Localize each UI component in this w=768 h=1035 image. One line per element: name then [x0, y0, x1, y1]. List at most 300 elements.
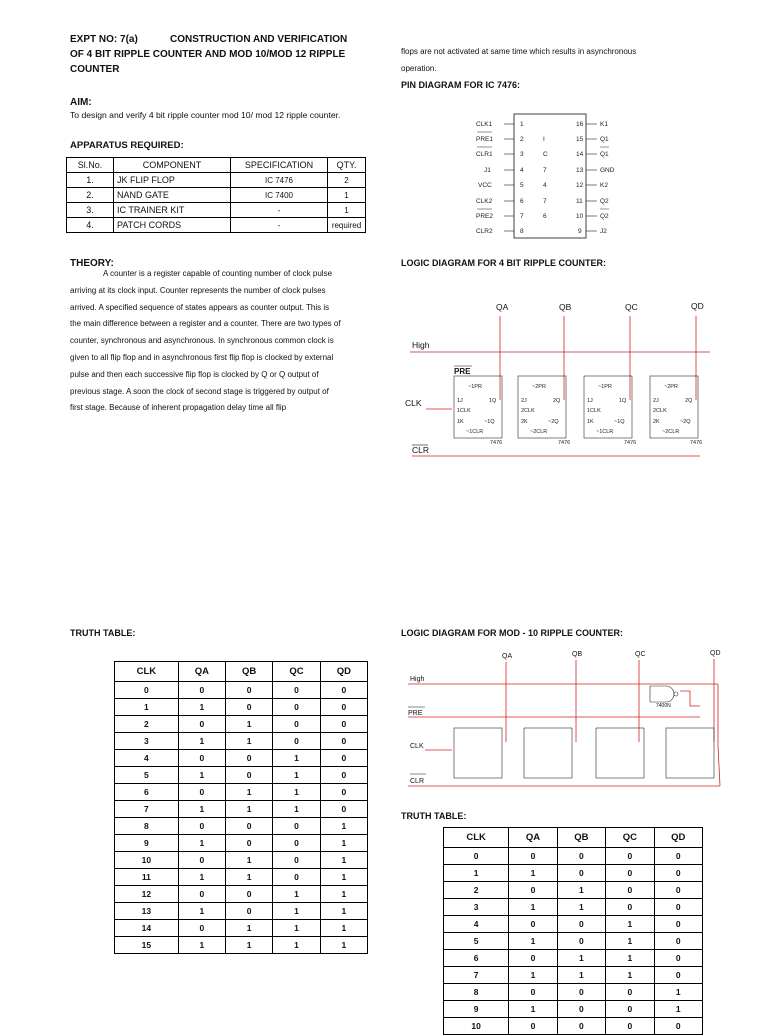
cell: 0: [606, 899, 654, 916]
col-header: QA: [178, 662, 225, 682]
cell: 2.: [67, 188, 114, 203]
cell: 0: [178, 716, 225, 733]
cell: 0: [509, 1018, 557, 1035]
cell: 1: [509, 933, 557, 950]
cell: 0: [226, 767, 273, 784]
cell: 1: [444, 865, 509, 882]
cell: 1: [328, 203, 366, 218]
cell: 0: [273, 835, 320, 852]
clr-label: CLR: [410, 778, 425, 785]
cell: 0: [654, 899, 702, 916]
aim-heading: AIM:: [70, 97, 92, 108]
cell: 1: [178, 699, 225, 716]
table-row: [67, 173, 366, 188]
svg-text:2J: 2J: [653, 398, 659, 404]
table-row: [67, 188, 366, 203]
ic-letter: 6: [543, 213, 547, 220]
svg-text:~2CLR: ~2CLR: [530, 429, 548, 435]
pin-label: J2: [600, 228, 607, 235]
svg-text:7476: 7476: [690, 440, 703, 446]
ic-letter: 7: [543, 167, 547, 174]
cell: 1: [606, 950, 654, 967]
cell: 0: [557, 848, 605, 865]
cell: 0: [320, 733, 367, 750]
col-header: QD: [654, 828, 702, 848]
cell: 0: [178, 852, 225, 869]
cell: NAND GATE: [114, 188, 231, 203]
cell: 0: [509, 882, 557, 899]
cell: 0: [557, 984, 605, 1001]
svg-text:~2PR: ~2PR: [664, 384, 678, 390]
cell: 0: [654, 848, 702, 865]
col-header: CLK: [444, 828, 509, 848]
table-row: [115, 852, 368, 869]
pin-number: 7: [520, 213, 524, 220]
cell: 1: [557, 967, 605, 984]
pin-number: 5: [520, 182, 524, 189]
col-header: QB: [557, 828, 605, 848]
theory-line: arriving at its clock input. Counter represents the number of clock pulses: [70, 285, 326, 295]
pin-number: 3: [520, 151, 524, 158]
table-row: [115, 835, 368, 852]
cell: 1: [509, 899, 557, 916]
cell: 11: [115, 869, 179, 886]
col-header: QA: [509, 828, 557, 848]
cell: 1: [320, 869, 367, 886]
pin-number: 10: [576, 213, 584, 220]
output-label-qb: QB: [572, 651, 583, 658]
svg-text:~1Q: ~1Q: [484, 419, 495, 425]
svg-text:~1PR: ~1PR: [598, 384, 612, 390]
cell: 1: [557, 950, 605, 967]
cell: 0: [320, 699, 367, 716]
pin-label: PRE2: [476, 213, 493, 220]
col-header: QC: [606, 828, 654, 848]
svg-text:1J: 1J: [457, 398, 463, 404]
svg-text:1J: 1J: [587, 398, 593, 404]
cell: 0: [606, 984, 654, 1001]
flip-flop-2: [518, 376, 570, 446]
cell: 0: [226, 835, 273, 852]
flip-flops: [454, 728, 714, 778]
cell: IC 7400: [231, 188, 328, 203]
cell: 5: [115, 767, 179, 784]
pin-number: 1: [520, 121, 524, 128]
pin-label: CLR2: [476, 228, 493, 235]
cell: 0: [606, 882, 654, 899]
pin-label: VCC: [478, 182, 492, 189]
cell: 0: [226, 750, 273, 767]
cell: 0: [654, 882, 702, 899]
cell: 9: [444, 1001, 509, 1018]
high-label: High: [410, 676, 425, 683]
svg-text:2CLK: 2CLK: [653, 408, 667, 414]
svg-text:2K: 2K: [521, 419, 528, 425]
theory-line: arrived. A specified sequence of states appears as counter output. This is: [70, 302, 330, 312]
cell: 0: [273, 682, 320, 699]
cell: 1: [178, 937, 225, 954]
theory-continuation: [401, 44, 701, 78]
logic-diagram-mod10: [400, 646, 730, 792]
theory-line: pulse and then each successive flip flop is clocked by Q or Q output of: [70, 369, 319, 379]
cell: PATCH CORDS: [114, 218, 231, 233]
cell: 0: [320, 767, 367, 784]
theory-line: flops are not activated at same time which results in asynchronous: [401, 47, 637, 56]
cell: 0: [178, 920, 225, 937]
cell: 1: [273, 784, 320, 801]
clk-label: CLK: [405, 398, 422, 408]
pin-label: CLK1: [476, 121, 493, 128]
table-row: [444, 950, 703, 967]
nand-gate-label: 7400N: [656, 703, 671, 709]
cell: 1: [273, 767, 320, 784]
flip-flop-3: [596, 728, 644, 778]
output-label-qc: QC: [635, 651, 646, 658]
experiment-title-line1: CONSTRUCTION AND VERIFICATION: [170, 34, 348, 45]
cell: 0: [509, 984, 557, 1001]
cell: IC TRAINER KIT: [114, 203, 231, 218]
pin-diagram: [470, 112, 630, 242]
apparatus-heading: APPARATUS REQUIRED:: [70, 140, 184, 151]
table-row: [115, 801, 368, 818]
cell: 0: [226, 886, 273, 903]
cell: 7: [444, 967, 509, 984]
cell: 1: [178, 767, 225, 784]
table-row: [444, 882, 703, 899]
clk-label: CLK: [410, 743, 424, 750]
pin-diagram-heading: PIN DIAGRAM FOR IC 7476:: [401, 80, 521, 90]
cell: 0: [654, 933, 702, 950]
cell: 0: [557, 865, 605, 882]
flip-flop-1: [454, 728, 502, 778]
cell: 0: [178, 784, 225, 801]
ic-letter: 4: [543, 182, 547, 189]
cell: 0: [509, 916, 557, 933]
table-row: [444, 967, 703, 984]
cell: 10: [444, 1018, 509, 1035]
svg-text:1Q: 1Q: [619, 398, 627, 404]
svg-text:2Q: 2Q: [685, 398, 693, 404]
cell: -: [231, 203, 328, 218]
pin-number: 9: [578, 228, 582, 235]
truth-table-2: [443, 827, 703, 1035]
logic-diagram-4bit-heading: LOGIC DIAGRAM FOR 4 BIT RIPPLE COUNTER:: [401, 258, 607, 268]
svg-text:1K: 1K: [457, 419, 464, 425]
cell: 1: [509, 967, 557, 984]
cell: 0: [654, 916, 702, 933]
high-label: High: [412, 340, 430, 350]
pin-number: 8: [520, 228, 524, 235]
cell: -: [231, 218, 328, 233]
table-row: [444, 984, 703, 1001]
cell: 1: [320, 903, 367, 920]
table-row: [115, 733, 368, 750]
cell: 1: [226, 920, 273, 937]
cell: 1: [273, 886, 320, 903]
table-row: [115, 818, 368, 835]
svg-text:2CLK: 2CLK: [521, 408, 535, 414]
cell: 1: [273, 937, 320, 954]
wires: [408, 659, 720, 786]
pin-label: K1: [600, 121, 608, 128]
col-header: CLK: [115, 662, 179, 682]
pre-label: PRE: [408, 710, 423, 717]
cell: 0: [320, 682, 367, 699]
cell: 0: [273, 699, 320, 716]
cell: 1: [320, 818, 367, 835]
table-row: [115, 886, 368, 903]
col-header: Sl.No.: [67, 158, 114, 173]
cell: 0: [509, 848, 557, 865]
cell: 6: [444, 950, 509, 967]
table-row: [444, 916, 703, 933]
cell: 0: [178, 750, 225, 767]
cell: 13: [115, 903, 179, 920]
svg-text:7476: 7476: [490, 440, 503, 446]
cell: 8: [115, 818, 179, 835]
pin-number: 13: [576, 167, 584, 174]
cell: 3.: [67, 203, 114, 218]
cell: 0: [654, 865, 702, 882]
cell: 0: [178, 818, 225, 835]
pin-number: 11: [576, 198, 583, 205]
cell: 0: [557, 916, 605, 933]
cell: 1: [557, 899, 605, 916]
pin-number: 4: [520, 167, 524, 174]
ic-letter: I: [543, 136, 545, 143]
flip-flop-4: [650, 376, 702, 446]
cell: 10: [115, 852, 179, 869]
table-row: [444, 848, 703, 865]
truth-table-1-heading: TRUTH TABLE:: [70, 628, 136, 638]
cell: 0: [654, 1018, 702, 1035]
cell: 5: [444, 933, 509, 950]
pin-number: 12: [576, 182, 584, 189]
svg-text:~1CLR: ~1CLR: [596, 429, 614, 435]
cell: 12: [115, 886, 179, 903]
svg-text:1CLK: 1CLK: [587, 408, 601, 414]
cell: 1: [226, 852, 273, 869]
cell: 4: [444, 916, 509, 933]
theory-line: operation.: [401, 63, 437, 73]
cell: 0: [226, 699, 273, 716]
table-row: [115, 767, 368, 784]
cell: 0: [606, 1001, 654, 1018]
svg-text:1Q: 1Q: [489, 398, 497, 404]
cell: JK FLIP FLOP: [114, 173, 231, 188]
table-row: [444, 1001, 703, 1018]
theory-line: the main difference between a register and a counter. There are two types of: [70, 319, 341, 329]
col-header: QB: [226, 662, 273, 682]
table-header-row: [115, 662, 368, 682]
table-row: [115, 784, 368, 801]
table-row: [115, 682, 368, 699]
cell: 0: [226, 903, 273, 920]
output-label-qb: QB: [559, 302, 572, 312]
cell: 15: [115, 937, 179, 954]
theory-line: counter, synchronous and asynchronous. In synchronous common clock is: [70, 336, 334, 346]
svg-text:7476: 7476: [624, 440, 637, 446]
svg-text:~2CLR: ~2CLR: [662, 429, 680, 435]
col-header: SPECIFICATION: [231, 158, 328, 173]
cell: 1: [509, 1001, 557, 1018]
svg-text:~2PR: ~2PR: [532, 384, 546, 390]
cell: 0: [606, 848, 654, 865]
cell: 7: [115, 801, 179, 818]
theory-line: first stage. Because of inherent propagation delay time all flip: [70, 403, 287, 413]
cell: 1.: [67, 173, 114, 188]
cell: 1: [226, 869, 273, 886]
svg-text:~1PR: ~1PR: [468, 384, 482, 390]
cell: 1: [320, 937, 367, 954]
pin-number: 16: [576, 121, 584, 128]
cell: 0: [273, 869, 320, 886]
cell: 0: [273, 818, 320, 835]
cell: 1: [178, 801, 225, 818]
cell: 1: [606, 967, 654, 984]
table-row: [444, 865, 703, 882]
output-label-qa: QA: [502, 653, 513, 660]
table-row: [115, 937, 368, 954]
table-row: [115, 903, 368, 920]
cell: 1: [178, 869, 225, 886]
cell: 3: [115, 733, 179, 750]
cell: 14: [115, 920, 179, 937]
cell: 0: [178, 886, 225, 903]
pin-label: Q2: [600, 213, 609, 220]
cell: required: [328, 218, 366, 233]
pin-label: Q1: [600, 151, 609, 158]
flip-flop-2: [524, 728, 572, 778]
theory-paragraph: [70, 266, 366, 417]
cell: 0: [654, 967, 702, 984]
pin-label: Q2: [600, 198, 609, 205]
cell: 0: [557, 1001, 605, 1018]
flip-flop-4: [666, 728, 714, 778]
ic-letter: C: [543, 151, 548, 158]
table-row: [115, 920, 368, 937]
cell: 1: [654, 1001, 702, 1018]
cell: 1: [320, 835, 367, 852]
aim-text: To design and verify 4 bit ripple counter mod 10/ mod 12 ripple counter.: [70, 110, 341, 120]
cell: 1: [226, 937, 273, 954]
table-row: [67, 218, 366, 233]
cell: 1: [226, 784, 273, 801]
table-row: [67, 203, 366, 218]
cell: 0: [606, 1018, 654, 1035]
cell: 0: [654, 950, 702, 967]
col-header: QD: [320, 662, 367, 682]
theory-line: previous stage. A soon the clock of second stage is triggered by output of: [70, 386, 329, 396]
pin-label: PRE1: [476, 136, 493, 143]
flip-flop-3: [584, 376, 636, 446]
col-header: QTY.: [328, 158, 366, 173]
pin-number: 6: [520, 198, 524, 205]
experiment-title-line3: COUNTER: [70, 64, 120, 75]
cell: 1: [328, 188, 366, 203]
cell: 1: [606, 933, 654, 950]
cell: 1: [606, 916, 654, 933]
cell: 1: [178, 835, 225, 852]
cell: 4: [115, 750, 179, 767]
table-row: [115, 716, 368, 733]
svg-text:1K: 1K: [587, 419, 594, 425]
cell: 0: [320, 750, 367, 767]
truth-table-1: [114, 661, 368, 954]
logic-diagram-4bit: [400, 296, 720, 462]
experiment-title-line2: OF 4 BIT RIPPLE COUNTER AND MOD 10/MOD 12 RIPPLE: [70, 49, 346, 60]
cell: 1: [226, 733, 273, 750]
cell: 0: [320, 801, 367, 818]
pin-label: CLR1: [476, 151, 493, 158]
svg-text:~1CLR: ~1CLR: [466, 429, 484, 435]
cell: 0: [320, 784, 367, 801]
cell: 8: [444, 984, 509, 1001]
svg-text:2K: 2K: [653, 419, 660, 425]
cell: 2: [444, 882, 509, 899]
cell: 1: [226, 716, 273, 733]
truth-table-2-heading: TRUTH TABLE:: [401, 811, 467, 821]
table-row: [444, 1018, 703, 1035]
cell: 0: [444, 848, 509, 865]
table-row: [115, 699, 368, 716]
cell: 1: [273, 801, 320, 818]
svg-text:2Q: 2Q: [553, 398, 561, 404]
cell: 6: [115, 784, 179, 801]
pin-label: Q1: [600, 136, 609, 143]
svg-text:1CLK: 1CLK: [457, 408, 471, 414]
svg-text:7476: 7476: [558, 440, 571, 446]
svg-text:~2Q: ~2Q: [680, 419, 691, 425]
table-row: [115, 869, 368, 886]
cell: 0: [273, 852, 320, 869]
cell: 1: [654, 984, 702, 1001]
cell: 1: [273, 750, 320, 767]
col-header: COMPONENT: [114, 158, 231, 173]
cell: 1: [320, 852, 367, 869]
cell: 1: [320, 920, 367, 937]
cell: 1: [226, 801, 273, 818]
svg-text:2J: 2J: [521, 398, 527, 404]
cell: 1: [509, 865, 557, 882]
table-header-row: [444, 828, 703, 848]
cell: 0: [273, 733, 320, 750]
apparatus-table: [66, 157, 366, 233]
cell: 1: [178, 903, 225, 920]
cell: 9: [115, 835, 179, 852]
svg-text:~2Q: ~2Q: [548, 419, 559, 425]
table-row: [444, 899, 703, 916]
cell: 0: [606, 865, 654, 882]
pin-number: 14: [576, 151, 584, 158]
cell: 3: [444, 899, 509, 916]
theory-line: given to all flip flop and in asynchronous first flip flop is clocked by external: [70, 352, 334, 362]
output-label-qc: QC: [625, 302, 638, 312]
pin-label: CLK2: [476, 198, 493, 205]
cell: 0: [226, 682, 273, 699]
cell: 1: [273, 903, 320, 920]
cell: 0: [115, 682, 179, 699]
cell: 1: [557, 882, 605, 899]
theory-heading: THEORY:: [70, 258, 114, 269]
theory-line: A counter is a register capable of counting number of clock pulse: [103, 269, 333, 278]
pin-label: J1: [484, 167, 491, 174]
pin-label: K2: [600, 182, 608, 189]
pin-number: 15: [576, 136, 584, 143]
cell: IC 7476: [231, 173, 328, 188]
pre-label: PRE: [454, 367, 471, 376]
nand-gate: [650, 686, 674, 702]
